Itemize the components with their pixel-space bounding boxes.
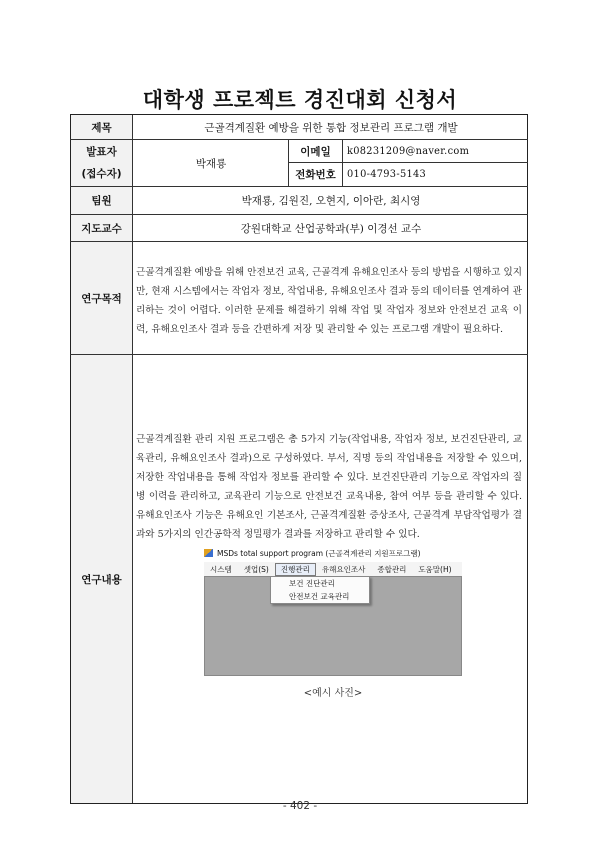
presenter-label-line2: (접수자) [81,168,122,180]
window-title: MSDs total support program (근골격계관리 지원프로그램) [217,548,421,558]
team-label: 팀원 [71,187,133,214]
menu-bar [204,562,462,577]
content-label: 연구내용 [71,355,133,803]
advisor-label: 지도교수 [71,215,133,241]
email-value: k08231209@naver.com [347,145,470,157]
purpose-label: 연구목적 [71,242,133,354]
app-icon [204,549,213,557]
subject-label: 제목 [71,115,133,139]
menu-help[interactable]: 도움말(H) [418,564,452,574]
application-form [70,114,530,806]
advisor-value: 강원대학교 산업공학과(부) 이경선 교수 [240,222,422,235]
presenter-label-line1: 발표자 [86,146,117,158]
dropdown-item-education[interactable]: 안전보건 교육관리 [289,592,350,601]
phone-label: 전화번호 [295,169,336,181]
menu-hazard-survey[interactable]: 유해요인조사 [321,564,366,574]
phone-value: 010-4793-5143 [347,169,427,180]
team-value: 박재룡, 김원진, 오현지, 이아란, 최시영 [241,195,421,207]
program-screenshot [204,546,462,676]
menu-progress[interactable]: 진행관리 [275,563,316,576]
purpose-text: 근골격계질환 예방을 위해 안전보건 교육, 근골격계 유해요인조사 등의 방법을 시행하고 있지만, 현재 시스템에서는 작업자 정보, 작업내용, 유해요인조사 결과 등의 데이터를 연계하여 관리하는 것이 어렵다. 이러한 문제를 해결하기 위해 작업 및 작업자 정보와 안전보건 교육 이력, 유해요인조사 결과 등을 간편하게 저장 및 관리할 수 있는 프로그램 개발이 필요하다. [136,267,522,335]
content-text: 근골격계질환 관리 지원 프로그램은 총 5가지 기능(작업내용, 작업자 정보, 보건진단관리, 교육관리, 유해요인조사 결과)으로 구성하였다. 부서, 직명 등의 작업내용을 저장할 수 있으며, 저장한 작업내용을 통해 작업자 정보를 관리할 수 있다. 보건진단관리 기능으로 작업자의 질병 이력을 관리하고, 교육관리 기능으로 안전보건 교육내용, 참여 여부 등을 관리할 수 있다. 유해요인조사 기능은 유해요인 기본조사, 근골격계질환 증상조사, 근골격계 부담작업평가 결과와 5가지의 인간공학적 정밀평가 결과를 저장하고 관리할 수 있다. [136,434,522,540]
page-title: 대학생 프로젝트 경진대회 신청서 [142,88,458,112]
menu-system[interactable]: 시스템 [210,564,232,574]
subject-value: 근골격계질환 예방을 위한 통합 정보관리 프로그램 개발 [204,121,458,134]
window-title-bar [204,546,462,560]
screenshot-caption: <예시 사진> [303,688,363,699]
progress-dropdown [270,576,370,604]
presenter-label [71,140,133,186]
presenter-name: 박재룡 [195,157,227,170]
email-label: 이메일 [300,145,331,158]
menu-setup[interactable]: 셋업(S) [243,564,269,574]
dropdown-item-health[interactable]: 보건 진단관리 [289,579,335,588]
menu-overall[interactable]: 종합관리 [377,564,407,574]
page-number: - 402 - [282,800,318,812]
